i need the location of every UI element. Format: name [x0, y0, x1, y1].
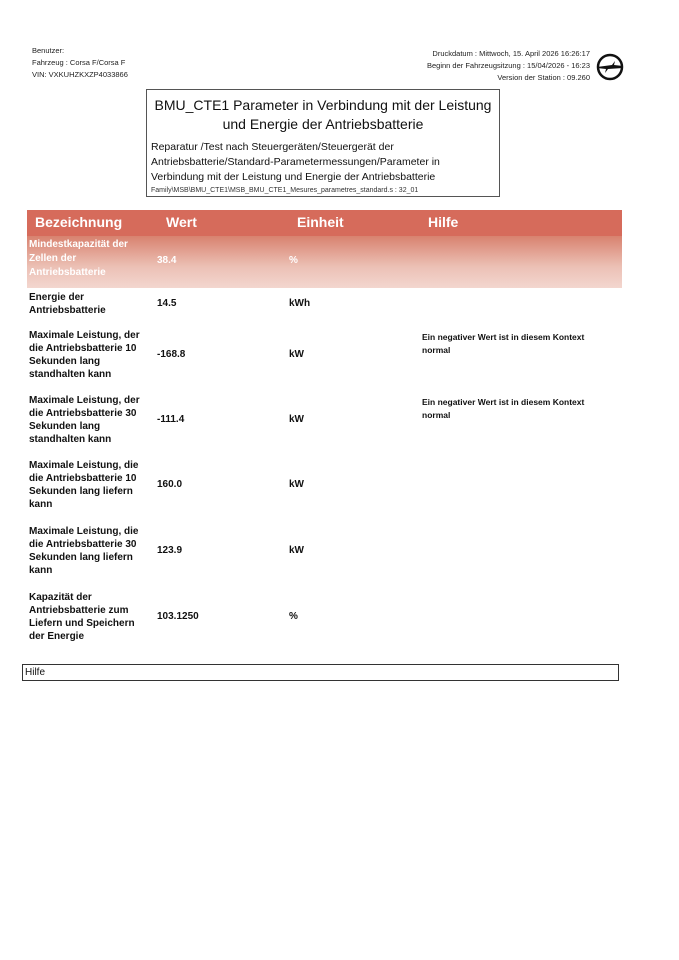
row-name: Mindestkapazität der Zellen der Antriebsbatterie [29, 239, 128, 278]
table-row[interactable] [27, 391, 622, 456]
header-unit: Einheit [297, 214, 344, 230]
row-unit: % [289, 611, 298, 622]
opel-logo-icon [596, 53, 624, 81]
row-value: 38.4 [157, 255, 177, 266]
user-label: Benutzer: [32, 46, 65, 55]
header-name: Bezeichnung [35, 214, 123, 230]
parameter-table [27, 210, 622, 654]
title-box [146, 89, 500, 197]
row-name: Energie der Antriebsbatterie [29, 292, 106, 316]
header-value: Wert [166, 214, 197, 230]
table-row[interactable] [27, 588, 622, 654]
row-value: 103.1250 [157, 611, 199, 622]
print-date: Druckdatum : Mittwoch, 15. April 2026 16:26:17 [432, 49, 590, 58]
row-name: Kapazität der Antriebsbatterie zum Liefern und Speichern der Energie [29, 592, 135, 642]
row-name: Maximale Leistung, die die Antriebsbatterie 10 Sekunden lang liefern kann [29, 460, 139, 510]
page-title: BMU_CTE1 Parameter in Verbindung mit der Leistung und Energie der Antriebsbatterie [154, 97, 492, 132]
header-right [427, 48, 590, 84]
row-unit: kW [289, 414, 304, 425]
vin-label: VIN: VXKUHZKXZP4033866 [32, 70, 128, 79]
row-name: Maximale Leistung, der die Antriebsbatterie 10 Sekunden lang standhalten kann [29, 330, 140, 380]
row-value: 160.0 [157, 479, 183, 490]
row-unit: kW [289, 349, 304, 360]
station-version: Version der Station : 09.260 [497, 73, 590, 82]
row-value: -168.8 [157, 349, 186, 360]
test-path: Family\MSB\BMU_CTE1\MSB_BMU_CTE1_Mesures_parametres_standard.s : 32_01 [151, 187, 419, 194]
header-help: Hilfe [428, 214, 459, 230]
table-row[interactable] [27, 456, 622, 522]
row-help: Ein negativer Wert ist in diesem Kontext normal [422, 332, 585, 355]
vehicle-label: Fahrzeug : Corsa F/Corsa F [32, 58, 126, 67]
row-value: 14.5 [157, 298, 177, 309]
header-left [32, 45, 128, 81]
row-name: Maximale Leistung, der die Antriebsbatterie 30 Sekunden lang standhalten kann [29, 395, 140, 445]
help-panel-label: Hilfe [25, 667, 46, 678]
table-row-selected[interactable] [27, 236, 622, 288]
table-row[interactable] [27, 522, 622, 588]
row-value: -111.4 [157, 414, 185, 425]
table-row[interactable] [27, 288, 622, 326]
row-value: 123.9 [157, 545, 183, 556]
row-name: Maximale Leistung, die die Antriebsbatterie 30 Sekunden lang liefern kann [29, 526, 139, 576]
row-unit: % [289, 255, 298, 266]
table-header [27, 210, 622, 236]
row-help: Ein negativer Wert ist in diesem Kontext normal [422, 397, 585, 420]
row-unit: kWh [289, 298, 311, 309]
help-panel [22, 664, 619, 681]
table-row[interactable] [27, 326, 622, 391]
row-unit: kW [289, 545, 304, 556]
session-start: Beginn der Fahrzeugsitzung : 15/04/2026 - 16:23 [426, 61, 590, 70]
row-unit: kW [289, 479, 304, 490]
test-description: Reparatur /Test nach Steuergeräten/Steuergerät der Antriebsbatterie/Standard-Parametermessungen/Parameter in Verbindung mit der Leistung und Energie der Antriebsbatterie [151, 141, 440, 183]
